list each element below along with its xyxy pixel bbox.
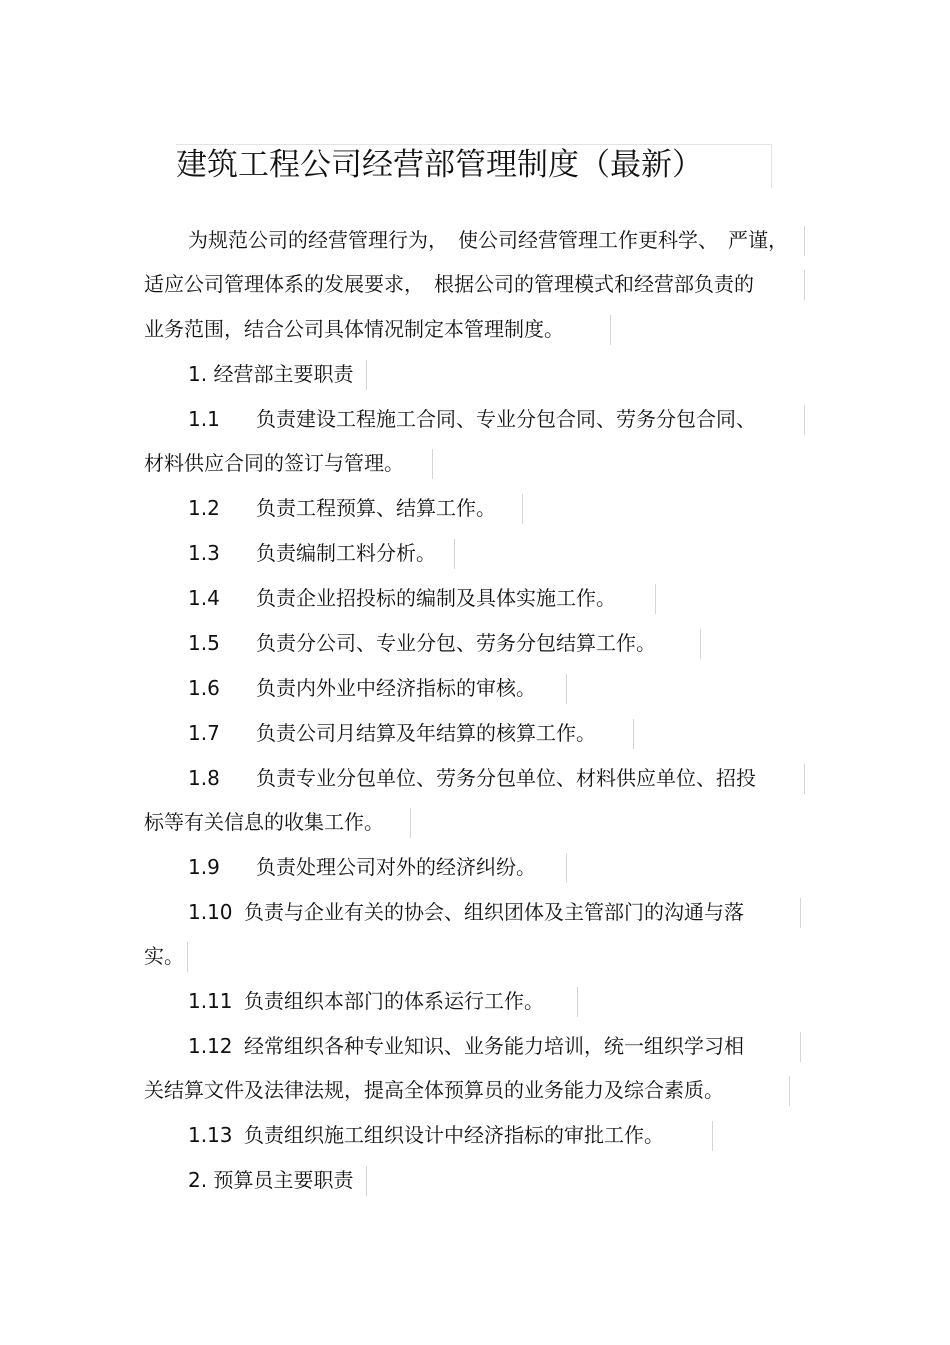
line-marker	[454, 539, 455, 569]
line-marker	[187, 942, 188, 972]
item-text: 负责与企业有关的协会、组织团体及主管部门的沟通与落	[244, 900, 744, 924]
item-number: 1.4	[188, 586, 220, 610]
line-marker	[804, 405, 805, 435]
item-number: 1.9	[188, 855, 220, 879]
item-number: 1.1	[188, 407, 220, 431]
item-1-10	[0, 894, 950, 930]
item-number: 1.12	[188, 1034, 233, 1058]
item-text: 负责企业招投标的编制及具体实施工作。	[256, 586, 616, 610]
item-text: 负责建设工程施工合同、专业分包合同、劳务分包合同、	[256, 407, 756, 431]
line-marker	[804, 764, 805, 794]
intro-text-1: 为规范公司的经营管理行为， 使公司经营管理工作更科学、 严谨，	[188, 228, 788, 252]
line-marker	[804, 226, 805, 256]
item-1-6	[0, 670, 950, 706]
line-marker	[366, 360, 367, 390]
intro-line-2	[0, 266, 950, 302]
item-text: 负责处理公司对外的经济纠纷。	[256, 855, 536, 879]
item-1-9	[0, 849, 950, 885]
line-marker	[789, 1076, 790, 1106]
item-1-1-cont	[0, 445, 950, 481]
item-1-11	[0, 983, 950, 1019]
section1-heading: 1. 经营部主要职责	[188, 362, 354, 386]
item-1-10-cont	[0, 938, 950, 974]
item-text: 负责公司月结算及年结算的核算工作。	[256, 721, 596, 745]
item-text: 负责专业分包单位、劳务分包单位、材料供应单位、招投	[256, 766, 756, 790]
item-text: 负责内外业中经济指标的审核。	[256, 676, 536, 700]
item-number: 1.10	[188, 900, 233, 924]
intro-text-3: 业务范围，结合公司具体情况制定本管理制度。	[144, 317, 564, 341]
line-marker	[522, 494, 523, 524]
item-text: 负责组织施工组织设计中经济指标的审批工作。	[244, 1123, 664, 1147]
item-1-12	[0, 1028, 950, 1064]
line-marker	[566, 674, 567, 704]
item-number: 1.7	[188, 721, 220, 745]
item-1-8	[0, 760, 950, 796]
item-text: 负责工程预算、结算工作。	[256, 496, 496, 520]
item-text: 负责分公司、专业分包、劳务分包结算工作。	[256, 631, 656, 655]
line-marker	[700, 629, 701, 659]
item-number: 1.5	[188, 631, 220, 655]
item-text-continued: 标等有关信息的收集工作。	[144, 810, 384, 834]
line-marker	[566, 853, 567, 883]
line-marker	[410, 808, 411, 838]
item-number: 1.13	[188, 1123, 233, 1147]
line-marker	[800, 898, 801, 928]
line-marker	[800, 1032, 801, 1062]
line-marker	[712, 1121, 713, 1151]
line-marker	[432, 449, 433, 479]
line-marker	[577, 987, 578, 1017]
item-number: 1.3	[188, 541, 220, 565]
section1-heading-line	[0, 356, 950, 392]
item-text: 经常组织各种专业知识、业务能力培训，统一组织学习相	[244, 1034, 744, 1058]
item-number: 1.6	[188, 676, 220, 700]
item-1-3	[0, 535, 950, 571]
item-1-8-cont	[0, 804, 950, 840]
item-number: 1.2	[188, 496, 220, 520]
item-text: 负责组织本部门的体系运行工作。	[244, 989, 544, 1013]
intro-line-3	[0, 311, 950, 347]
section2-heading: 2. 预算员主要职责	[188, 1168, 354, 1192]
item-number: 1.8	[188, 766, 220, 790]
item-text-continued: 关结算文件及法律法规，提高全体预算员的业务能力及综合素质。	[144, 1078, 724, 1102]
item-1-12-cont	[0, 1072, 950, 1108]
item-1-7	[0, 715, 950, 751]
item-1-1	[0, 401, 950, 437]
intro-line-1	[0, 222, 950, 258]
section2-heading-line	[0, 1162, 950, 1198]
line-marker	[655, 584, 656, 614]
line-marker	[610, 315, 611, 345]
line-marker	[804, 270, 805, 300]
item-1-4	[0, 580, 950, 616]
item-1-13	[0, 1117, 950, 1153]
item-text-continued: 实。	[144, 944, 184, 968]
line-marker	[633, 719, 634, 749]
item-number: 1.11	[188, 989, 233, 1013]
item-1-5	[0, 625, 950, 661]
item-text-continued: 材料供应合同的签订与管理。	[144, 451, 404, 475]
line-marker	[366, 1166, 367, 1196]
intro-text-2: 适应公司管理体系的发展要求， 根据公司的管理模式和经营部负责的	[144, 272, 754, 296]
item-text: 负责编制工料分析。	[256, 541, 436, 565]
document-title: 建筑工程公司经营部管理制度（最新）	[176, 147, 703, 183]
item-1-2	[0, 490, 950, 526]
